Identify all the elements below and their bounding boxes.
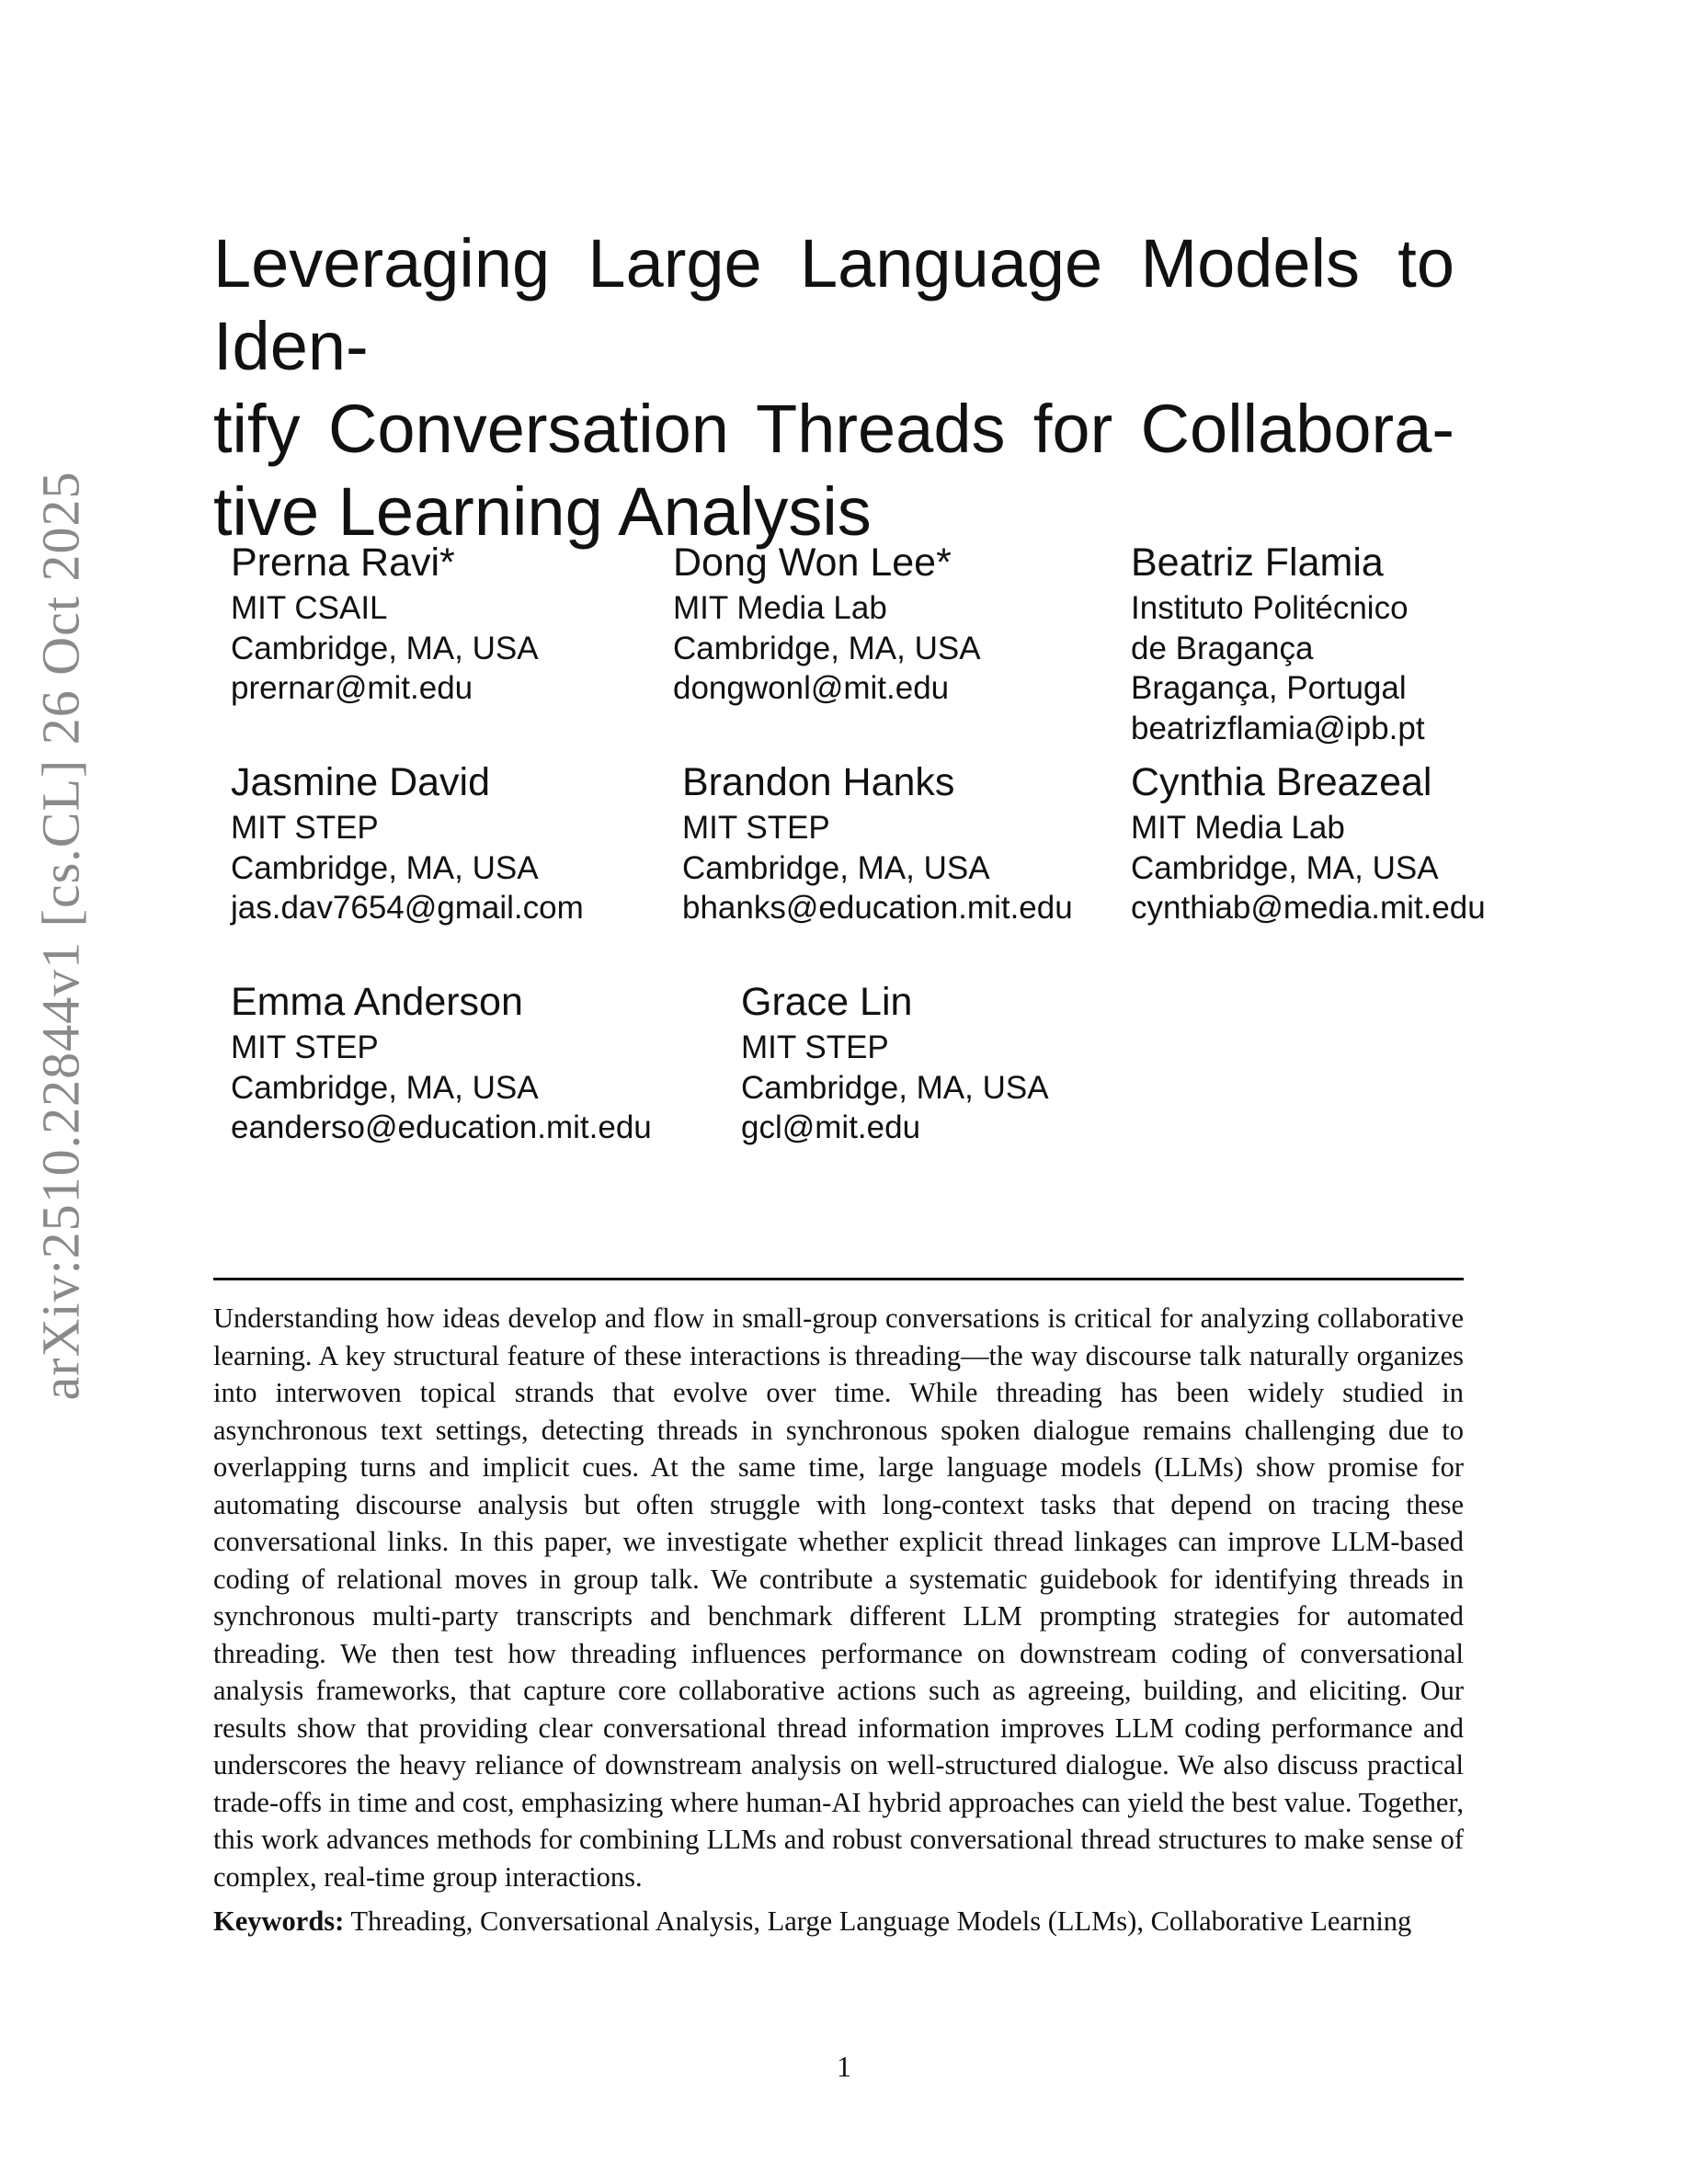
author-block-emma-anderson	[231, 976, 652, 1148]
author-block-grace-lin	[741, 976, 1049, 1148]
author-affiliation: MIT Media Lab	[673, 590, 887, 626]
title-line-3: tive Learning Analysis	[213, 473, 872, 550]
author-location: Cambridge, MA, USA	[231, 1069, 539, 1106]
title-line-1: Leveraging Large Language Models to Iden-	[213, 225, 1454, 384]
author-location: Cambridge, MA, USA	[682, 849, 990, 886]
author-location: Cambridge, MA, USA	[1131, 849, 1439, 886]
keywords-label: Keywords:	[213, 1905, 345, 1937]
keywords-list: Threading, Conversational Analysis, Large Language Models (LLMs), Collaborative Learning	[350, 1905, 1412, 1937]
author-name: Beatriz Flamia	[1131, 540, 1384, 585]
author-name: Brandon Hanks	[682, 760, 955, 804]
author-location: Cambridge, MA, USA	[673, 630, 981, 666]
author-email: bhanks@education.mit.edu	[682, 890, 1073, 926]
abstract-text: Understanding how ideas develop and flow in small-group conversations is critical for analyzing collaborative learning. A key structural feature of these interactions is threading—the way discourse talk naturally organizes into interwoven topical strands that evolve over time. While threading has been widely studied in asynchronous text settings, detecting threads in synchronous spoken dialogue remains challenging due to overlapping turns and implicit cues. At the same time, large language models (LLMs) show promise for automating discourse analysis but often struggle with long-context tasks that depend on tracing these conversational links. In this paper, we investigate whether explicit thread linkages can improve LLM-based coding of relational moves in group talk. We contribute a systematic guidebook for identifying threads in synchronous multi-party transcripts and benchmark different LLM prompting strategies for automated threading. We then test how threading influences performance on downstream coding of conversational analysis frameworks, that capture core collaborative actions such as agreeing, building, and eliciting. Our results show that providing clear conversational thread information improves LLM coding performance and underscores the heavy reliance of downstream analysis on well-structured dialogue. We also discuss practical trade-offs in time and cost, emphasizing where human-AI hybrid approaches can yield the best value. Together, this work advances methods for combining LLMs and robust conversational thread structures to make sense of complex, real-time group interactions.	[213, 1302, 1464, 1893]
paper-title	[213, 222, 1528, 553]
author-location: Cambridge, MA, USA	[231, 630, 539, 666]
author-email: cynthiab@media.mit.edu	[1131, 890, 1486, 926]
author-block-dong-won-lee	[673, 537, 981, 709]
author-block-cynthia-breazeal	[1131, 756, 1486, 928]
author-email: gcl@mit.edu	[741, 1109, 921, 1145]
author-name: Grace Lin	[741, 980, 913, 1024]
author-name: Dong Won Lee*	[673, 540, 952, 585]
author-email: prernar@mit.edu	[231, 670, 473, 706]
author-affiliation: MIT CSAIL	[231, 590, 388, 626]
author-block-jasmine-david	[231, 756, 584, 928]
author-affiliation: Instituto Politécnico	[1131, 590, 1409, 626]
author-affiliation: MIT STEP	[682, 810, 830, 846]
author-affiliation: MIT STEP	[741, 1029, 889, 1065]
arxiv-identifier-stamp: arXiv:2510.22844v1 [cs.CL] 26 Oct 2025	[30, 471, 91, 1401]
author-name: Prerna Ravi*	[231, 540, 455, 585]
author-name: Cynthia Breazeal	[1131, 760, 1432, 804]
title-line-2: tify Conversation Threads for Collabora-	[213, 391, 1454, 467]
author-block-brandon-hanks	[682, 756, 1073, 928]
author-email: beatrizflamia@ipb.pt	[1131, 710, 1425, 746]
author-affiliation-cont: de Bragança	[1131, 630, 1314, 666]
author-location: Bragança, Portugal	[1131, 670, 1407, 706]
author-affiliation: MIT STEP	[231, 810, 379, 846]
abstract-divider	[213, 1278, 1464, 1280]
page-number: 1	[837, 2050, 851, 2083]
author-location: Cambridge, MA, USA	[741, 1069, 1049, 1106]
author-affiliation: MIT Media Lab	[1131, 810, 1345, 846]
author-email: dongwonl@mit.edu	[673, 670, 950, 706]
author-block-prerna-ravi	[231, 537, 539, 709]
author-email: eanderso@education.mit.edu	[231, 1109, 652, 1145]
author-email: jas.dav7654@gmail.com	[231, 890, 584, 926]
author-name: Jasmine David	[231, 760, 490, 804]
keywords-line	[213, 1903, 1464, 1940]
author-location: Cambridge, MA, USA	[231, 849, 539, 886]
author-affiliation: MIT STEP	[231, 1029, 379, 1065]
author-block-beatriz-flamia	[1131, 537, 1425, 748]
author-name: Emma Anderson	[231, 980, 523, 1024]
